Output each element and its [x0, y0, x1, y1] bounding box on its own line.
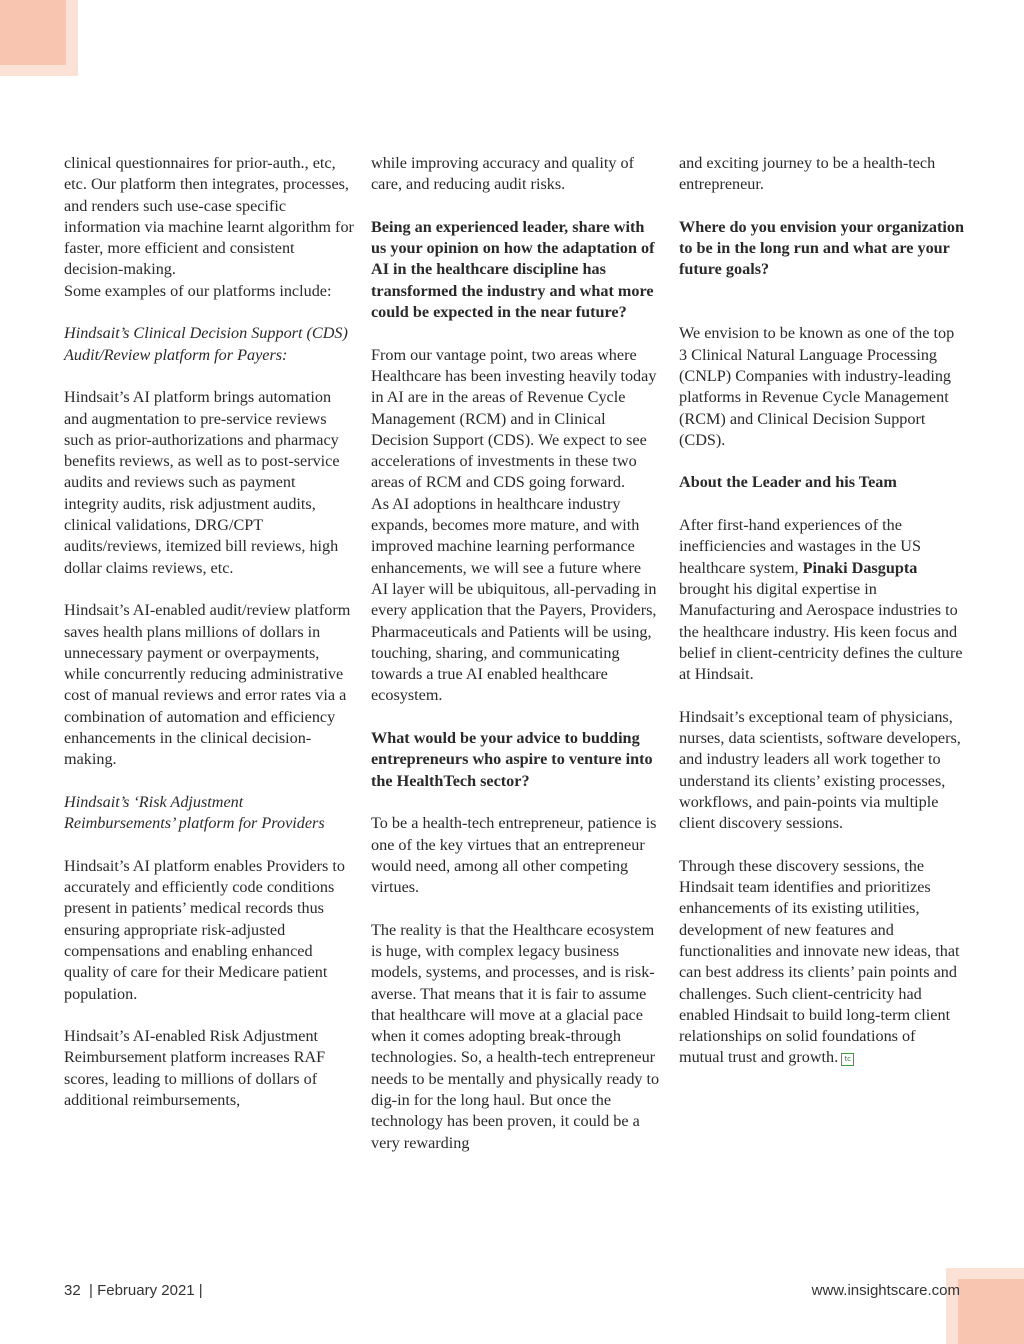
page-number-date: 32 | February 2021 |	[64, 1282, 203, 1299]
paragraph: and exciting journey to be a health-tech entrepreneur.	[679, 154, 936, 194]
section-heading: About the Leader and his Team	[679, 473, 897, 492]
paragraph: Hindsait’s AI-enabled Risk Adjustment Reimbursement platform increases RAF scores, leading to millions of dollars of additional reimbursements,	[64, 1027, 326, 1110]
paragraph: From our vantage point, two areas where Healthcare has been investing heavily today in AI are in the areas of Revenue Cycle Management (RCM) and in Clinical Decision Support (CDS). We expect to see accelerations of investments in these two areas of RCM and CDS going forward.	[371, 345, 657, 492]
corner-decoration-top-left-inner	[0, 0, 66, 65]
paragraph: The reality is that the Healthcare ecosystem is huge, with complex legacy business models, systems, and processes, and is risk-averse. That means that it is fair to assume that healthcare will move at a glacial pace when it comes adopting break-through technologies. So, a health-tech entrepreneur needs to be mentally and physically ready to dig-in for the long haul. But once the technology has been proven, it could be a very rewarding	[371, 920, 660, 1152]
article-column-3	[679, 153, 964, 1090]
article-column-1	[64, 153, 354, 1133]
website-url: www.insightscare.com	[811, 1282, 960, 1299]
leader-name: Pinaki Dasgupta	[802, 558, 918, 577]
spacer	[679, 281, 964, 324]
interview-question: What would be your advice to budding entrepreneurs who aspire to venture into the HealthTech sector?	[371, 729, 653, 790]
end-of-article-icon: tc	[841, 1053, 854, 1066]
paragraph: Some examples of our platforms include:	[64, 281, 332, 300]
text-run: Through these discovery sessions, the Hindsait team identifies and prioritizes enhancements of its existing utilities, development of new features and functionalities and innovate new ideas, that can best address its clients’ pain points and challenges. Such client-centricity had enabled Hindsait to build long-term client relationships on solid foundations of mutual trust and growth.	[679, 856, 960, 1067]
corner-decoration-bottom-right-inner	[958, 1279, 1024, 1344]
interview-question: Where do you envision your organization to be in the long run and what are your future goals?	[679, 217, 964, 279]
article-column-2	[371, 153, 661, 1175]
paragraph: Hindsait’s AI-enabled audit/review platform saves health plans millions of dollars in unnecessary payment or overpayments, while concurrently reducing administrative cost of manual reviews and error rates via a combination of automation and efficiency enhancements in the clinical decision-making.	[64, 601, 351, 769]
paragraph: As AI adoptions in healthcare industry expands, becomes more mature, and with improved machine learning performance enhancements, we will see a future where AI layer will be ubiquitous, all-pervading in every application that the Payers, Providers, Pharmaceuticals and Patients will be using, touching, sharing, and communicating towards a true AI enabled healthcare ecosystem.	[371, 494, 657, 705]
platform-subheading-risk-adjustment: Hindsait’s ‘Risk Adjustment Reimbursements’ platform for Providers	[64, 792, 325, 833]
paragraph: Hindsait’s exceptional team of physicians, nurses, data scientists, software developers, and industry leaders all work together to understand its clients’ existing processes, workflows, and pain-points via multiple client discovery sessions.	[679, 707, 961, 833]
paragraph	[679, 856, 964, 1069]
platform-subheading-cds: Hindsait’s Clinical Decision Support (CDS) Audit/Review platform for Payers:	[64, 324, 348, 364]
text-run: brought his digital expertise in Manufacturing and Aerospace industries to the healthcare industry. His keen focus and belief in client-centricity defines the culture at Hindsait.	[679, 579, 963, 684]
paragraph: Hindsait’s AI platform enables Providers to accurately and efficiently code conditions present in patients’ medical records thus ensuring appropriate risk-adjusted compensations and enabling enhanced quality of care for their Medicare patient population.	[64, 856, 345, 1003]
paragraph: To be a health-tech entrepreneur, patience is one of the key virtues that an entrepreneur would need, among all other competing virtues.	[371, 814, 657, 897]
paragraph: We envision to be known as one of the top 3 Clinical Natural Language Processing (CNLP) Companies with industry-leading platforms in Revenue Cycle Management (RCM) and Clinical Decision Support (CDS).	[679, 324, 955, 449]
interview-question: Being an experienced leader, share with us your opinion on how the adaptation of AI in the healthcare discipline has transformed the industry and what more could be expected in the near future?	[371, 217, 655, 322]
paragraph: clinical questionnaires for prior-auth., etc, etc. Our platform then integrates, processes, and renders such use-case specific information via machine learnt algorithm for faster, more efficient and consistent decision-making.	[64, 154, 354, 279]
text-run: After first-hand experiences of the inefficiencies and wastages in the US healthcare system,	[679, 516, 921, 577]
paragraph: while improving accuracy and quality of care, and reducing audit risks.	[371, 154, 634, 194]
paragraph: Hindsait’s AI platform brings automation and augmentation to pre-service reviews such as prior-authorizations and pharmacy benefits reviews, as well as to post-service audits and reviews such as payment integrity audits, risk adjustment audits, clinical validations, DRG/CPT audits/reviews, itemized bill reviews, high dollar claims reviews, etc.	[64, 388, 340, 577]
paragraph	[679, 515, 964, 685]
